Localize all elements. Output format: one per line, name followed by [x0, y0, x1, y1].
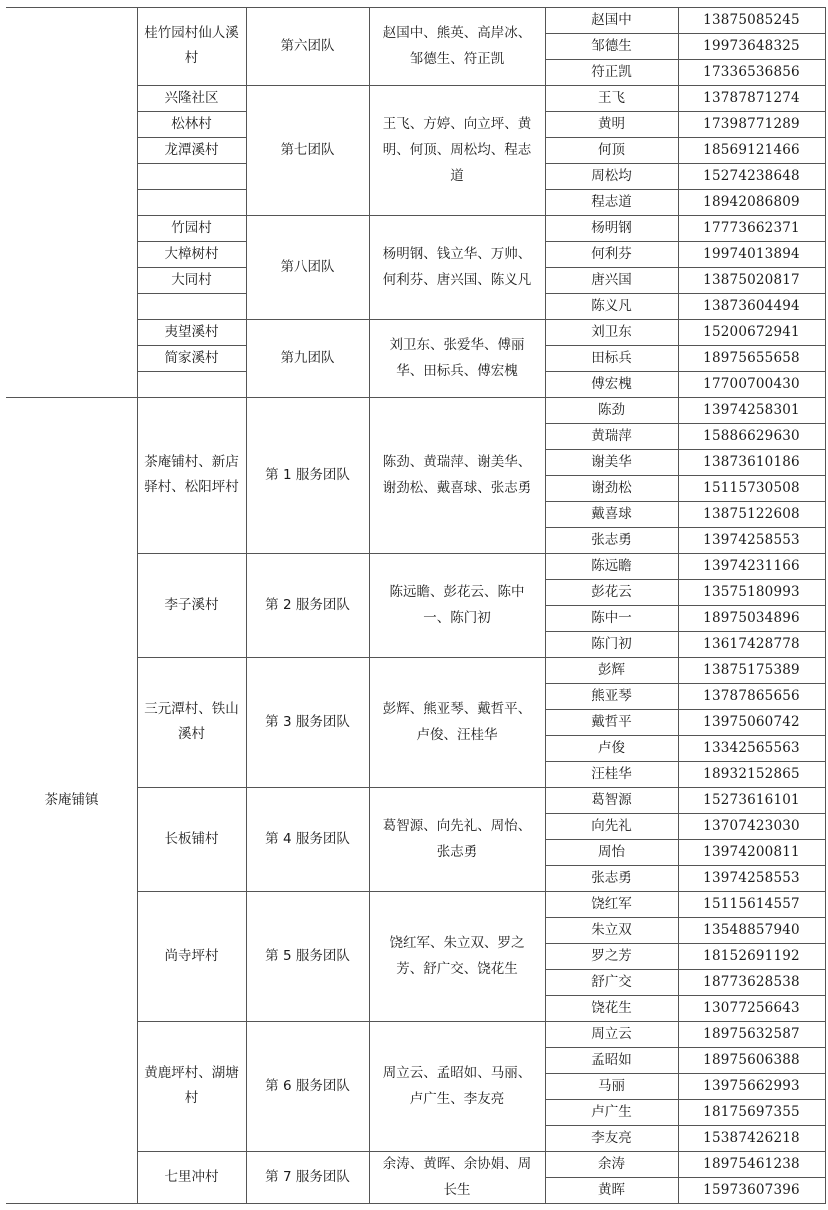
grid-line — [6, 397, 137, 398]
grid-line — [246, 657, 545, 658]
person-name-cell: 余涛 — [598, 1155, 625, 1172]
grid-line — [545, 501, 825, 502]
phone-number-cell: 13707423030 — [703, 817, 800, 834]
grid-line — [545, 33, 825, 34]
grid-line — [246, 1151, 545, 1152]
person-name-cell: 饶红军 — [591, 895, 632, 912]
person-name-cell: 戴哲平 — [591, 713, 632, 730]
team-name-cell: 第六团队 — [280, 37, 335, 54]
person-name-cell: 朱立双 — [591, 921, 632, 938]
team-members-cell: 赵国中、熊英、高岸冰、邹德生、符正凯 — [382, 25, 532, 67]
grid-line — [545, 579, 825, 580]
village-cell — [137, 293, 246, 319]
grid-line — [137, 241, 246, 242]
grid-line — [545, 85, 825, 86]
grid-line — [369, 7, 370, 1204]
grid-line — [545, 397, 825, 398]
grid-line — [246, 553, 545, 554]
grid-line — [545, 683, 825, 684]
team-name-cell: 第 2 服务团队 — [265, 596, 350, 613]
grid-line — [545, 163, 825, 164]
person-name-cell: 谢美华 — [591, 453, 632, 470]
person-name-cell: 卢俊 — [598, 739, 625, 756]
team-members-cell: 葛智源、向先礼、周怡、张志勇 — [382, 818, 532, 860]
grid-line — [545, 319, 825, 320]
grid-line — [545, 1021, 825, 1022]
phone-number-cell: 13873604494 — [703, 297, 800, 314]
person-name-cell: 汪桂华 — [591, 765, 632, 782]
grid-line — [545, 1177, 825, 1178]
grid-line — [246, 7, 545, 8]
grid-line — [545, 189, 825, 190]
phone-number-cell: 17336536856 — [703, 63, 800, 80]
village-cell: 夷望溪村 — [164, 323, 219, 340]
grid-line — [137, 397, 246, 398]
person-name-cell: 周怡 — [598, 843, 625, 860]
team-members-cell: 杨明钢、钱立华、万帅、何利芬、唐兴国、陈义凡 — [382, 246, 532, 288]
phone-number-cell: 15274238648 — [703, 167, 800, 184]
team-name-cell: 第八团队 — [280, 258, 335, 275]
phone-number-cell: 19973648325 — [703, 37, 800, 54]
grid-line — [825, 7, 826, 1204]
grid-line — [137, 345, 246, 346]
phone-number-cell: 13575180993 — [703, 583, 800, 600]
grid-line — [137, 189, 246, 190]
phone-number-cell: 13873610186 — [703, 453, 800, 470]
grid-line — [137, 319, 246, 320]
grid-line — [246, 1021, 545, 1022]
grid-line — [545, 943, 825, 944]
person-name-cell: 田标兵 — [591, 349, 632, 366]
person-name-cell: 何顶 — [598, 141, 625, 158]
person-name-cell: 谢劲松 — [591, 479, 632, 496]
grid-line — [137, 7, 246, 8]
phone-number-cell: 18569121466 — [703, 141, 800, 158]
grid-line — [545, 813, 825, 814]
phone-number-cell: 15115730508 — [703, 479, 800, 496]
person-name-cell: 陈义凡 — [591, 297, 632, 314]
grid-line — [246, 7, 247, 1204]
grid-line — [6, 1203, 137, 1204]
phone-number-cell: 13975060742 — [703, 713, 800, 730]
grid-line — [137, 7, 138, 1204]
phone-number-cell: 13077256643 — [703, 999, 800, 1016]
person-name-cell: 卢广生 — [591, 1103, 632, 1120]
person-name-cell: 饶花生 — [591, 999, 632, 1016]
village-cell: 黄鹿坪村、湖塘村 — [144, 1065, 239, 1106]
grid-line — [545, 527, 825, 528]
phone-number-cell: 17700700430 — [703, 375, 800, 392]
person-name-cell: 孟昭如 — [591, 1051, 632, 1068]
person-name-cell: 黄晖 — [598, 1181, 625, 1198]
person-name-cell: 符正凯 — [591, 63, 632, 80]
grid-line — [545, 605, 825, 606]
grid-line — [6, 7, 137, 8]
grid-line — [545, 1125, 825, 1126]
phone-number-cell: 19974013894 — [703, 245, 800, 262]
grid-line — [545, 293, 825, 294]
town-cell: 茶庵铺镇 — [44, 791, 99, 808]
person-name-cell: 熊亚琴 — [591, 687, 632, 704]
team-name-cell: 第 7 服务团队 — [265, 1168, 350, 1185]
grid-line — [545, 865, 825, 866]
team-members-cell: 彭辉、熊亚琴、戴哲平、卢俊、汪桂华 — [382, 701, 532, 743]
grid-line — [545, 371, 825, 372]
grid-line — [137, 293, 246, 294]
grid-line — [545, 891, 825, 892]
village-cell: 桂竹园村仙人溪村 — [144, 25, 239, 66]
village-cell: 竹园村 — [171, 219, 212, 236]
grid-line — [545, 995, 825, 996]
phone-number-cell: 13974258553 — [703, 531, 800, 548]
person-name-cell: 戴喜球 — [591, 505, 632, 522]
person-name-cell: 彭辉 — [598, 661, 625, 678]
grid-line — [137, 1151, 246, 1152]
grid-line — [545, 761, 825, 762]
phone-number-cell: 15200672941 — [703, 323, 800, 340]
person-name-cell: 王飞 — [598, 89, 625, 106]
person-name-cell: 罗之芳 — [591, 947, 632, 964]
team-name-cell: 第七团队 — [280, 141, 335, 158]
grid-line — [545, 7, 546, 1204]
grid-line — [545, 7, 825, 8]
team-name-cell: 第 3 服务团队 — [265, 713, 350, 730]
phone-number-cell: 15886629630 — [703, 427, 800, 444]
grid-line — [545, 1073, 825, 1074]
phone-number-cell: 13342565563 — [703, 739, 800, 756]
team-members-cell: 余涛、黄晖、余协娟、周长生 — [382, 1156, 532, 1198]
phone-number-cell: 15115614557 — [703, 895, 800, 912]
phone-number-cell: 18942086809 — [703, 193, 800, 210]
team-members-cell: 陈远瞻、彭花云、陈中一、陈门初 — [389, 584, 525, 626]
phone-number-cell: 18975606388 — [703, 1051, 800, 1068]
person-name-cell: 向先礼 — [591, 817, 632, 834]
grid-line — [246, 1203, 545, 1204]
team-name-cell: 第 5 服务团队 — [265, 947, 350, 964]
person-name-cell: 陈远瞻 — [591, 557, 632, 574]
phone-number-cell: 17773662371 — [703, 219, 800, 236]
grid-line — [545, 111, 825, 112]
phone-number-cell: 13974200811 — [703, 843, 800, 860]
team-members-cell: 周立云、孟昭如、马丽、卢广生、李友亮 — [382, 1065, 532, 1107]
phone-number-cell: 18773628538 — [703, 973, 800, 990]
person-name-cell: 陈门初 — [591, 635, 632, 652]
phone-number-cell: 13974231166 — [703, 557, 800, 574]
village-cell: 大同村 — [171, 271, 212, 288]
team-members-cell: 刘卫东、张爱华、傅丽华、田标兵、傅宏槐 — [389, 337, 525, 379]
person-name-cell: 舒广交 — [591, 973, 632, 990]
team-name-cell: 第 6 服务团队 — [265, 1077, 350, 1094]
village-cell: 李子溪村 — [164, 596, 219, 613]
phone-number-cell: 15973607396 — [703, 1181, 800, 1198]
grid-line — [246, 319, 545, 320]
grid-line — [545, 241, 825, 242]
village-cell: 大樟树村 — [164, 245, 219, 262]
grid-line — [137, 215, 246, 216]
grid-line — [246, 215, 545, 216]
village-cell: 兴隆社区 — [164, 89, 219, 106]
town-cell — [6, 7, 137, 397]
grid-line — [137, 787, 246, 788]
village-cell: 长板铺村 — [164, 830, 219, 847]
grid-line — [137, 1021, 246, 1022]
phone-number-cell: 18975461238 — [703, 1155, 800, 1172]
grid-line — [545, 345, 825, 346]
phone-number-cell: 13617428778 — [703, 635, 800, 652]
village-cell: 三元潭村、铁山溪村 — [144, 701, 239, 742]
grid-line — [545, 969, 825, 970]
village-cell: 七里冲村 — [164, 1168, 219, 1185]
grid-line — [545, 1099, 825, 1100]
phone-number-cell: 13875020817 — [703, 271, 800, 288]
village-cell: 尚寺坪村 — [164, 947, 219, 964]
phone-number-cell: 13875122608 — [703, 505, 800, 522]
person-name-cell: 张志勇 — [591, 869, 632, 886]
phone-number-cell: 15273616101 — [703, 791, 800, 808]
grid-line — [137, 85, 246, 86]
person-name-cell: 葛智源 — [591, 791, 632, 808]
person-name-cell: 何利芬 — [591, 245, 632, 262]
person-name-cell: 黄瑞萍 — [591, 427, 632, 444]
grid-line — [545, 839, 825, 840]
person-name-cell: 李友亮 — [591, 1129, 632, 1146]
phone-number-cell: 18152691192 — [703, 947, 800, 964]
person-name-cell: 马丽 — [598, 1077, 625, 1094]
phone-number-cell: 18975034896 — [703, 609, 800, 626]
grid-line — [246, 85, 545, 86]
grid-line — [137, 267, 246, 268]
grid-line — [137, 1203, 246, 1204]
phone-number-cell: 18932152865 — [703, 765, 800, 782]
team-members-cell: 王飞、方婷、向立坪、黄明、何顶、周松均、程志道 — [382, 116, 532, 184]
grid-line — [545, 787, 825, 788]
person-name-cell: 程志道 — [591, 193, 632, 210]
village-cell — [137, 189, 246, 215]
team-name-cell: 第 4 服务团队 — [265, 830, 350, 847]
village-cell: 茶庵铺村、新店驿村、松阳坪村 — [144, 454, 239, 495]
person-name-cell: 周松均 — [591, 167, 632, 184]
village-cell: 龙潭溪村 — [164, 141, 219, 158]
grid-line — [545, 657, 825, 658]
person-name-cell: 黄明 — [598, 115, 625, 132]
grid-line — [246, 891, 545, 892]
phone-number-cell: 13974258301 — [703, 401, 800, 418]
phone-number-cell: 13875175389 — [703, 661, 800, 678]
person-name-cell: 彭花云 — [591, 583, 632, 600]
grid-line — [137, 163, 246, 164]
village-cell — [137, 163, 246, 189]
grid-line — [545, 1047, 825, 1048]
grid-line — [545, 1203, 825, 1204]
phone-number-cell: 13548857940 — [703, 921, 800, 938]
grid-line — [545, 59, 825, 60]
person-name-cell: 陈中一 — [591, 609, 632, 626]
phone-number-cell: 13787865656 — [703, 687, 800, 704]
village-cell — [137, 371, 246, 397]
person-name-cell: 唐兴国 — [591, 271, 632, 288]
phone-number-cell: 18975655658 — [703, 349, 800, 366]
person-name-cell: 赵国中 — [591, 11, 632, 28]
grid-line — [545, 735, 825, 736]
grid-line — [545, 215, 825, 216]
grid-line — [545, 423, 825, 424]
person-name-cell: 刘卫东 — [591, 323, 632, 340]
grid-line — [545, 709, 825, 710]
grid-line — [545, 475, 825, 476]
grid-line — [678, 7, 679, 1204]
person-name-cell: 张志勇 — [591, 531, 632, 548]
team-name-cell: 第九团队 — [280, 349, 335, 366]
phone-number-cell: 17398771289 — [703, 115, 800, 132]
grid-line — [545, 1151, 825, 1152]
grid-line — [545, 449, 825, 450]
phone-number-cell: 13975662993 — [703, 1077, 800, 1094]
person-name-cell: 陈劲 — [598, 401, 625, 418]
person-name-cell: 邹德生 — [591, 37, 632, 54]
phone-number-cell: 18975632587 — [703, 1025, 800, 1042]
grid-line — [545, 553, 825, 554]
phone-number-cell: 13787871274 — [703, 89, 800, 106]
grid-line — [545, 267, 825, 268]
village-cell: 简家溪村 — [164, 349, 219, 366]
grid-line — [137, 371, 246, 372]
grid-line — [246, 397, 545, 398]
grid-line — [137, 137, 246, 138]
phone-number-cell: 13875085245 — [703, 11, 800, 28]
village-cell: 松林村 — [171, 115, 212, 132]
team-members-cell: 陈劲、黄瑞萍、谢美华、谢劲松、戴喜球、张志勇 — [382, 454, 532, 496]
grid-line — [246, 787, 545, 788]
phone-number-cell: 13974258553 — [703, 869, 800, 886]
grid-line — [545, 917, 825, 918]
phone-number-cell: 18175697355 — [703, 1103, 800, 1120]
person-name-cell: 杨明钢 — [591, 219, 632, 236]
grid-line — [137, 891, 246, 892]
phone-number-cell: 15387426218 — [703, 1129, 800, 1146]
grid-line — [137, 657, 246, 658]
team-name-cell: 第 1 服务团队 — [265, 466, 350, 483]
grid-line — [137, 111, 246, 112]
person-name-cell: 傅宏槐 — [591, 375, 632, 392]
person-name-cell: 周立云 — [591, 1025, 632, 1042]
team-members-cell: 饶红军、朱立双、罗之芳、舒广交、饶花生 — [389, 935, 525, 977]
grid-line — [137, 553, 246, 554]
grid-line — [545, 631, 825, 632]
grid-line — [545, 137, 825, 138]
